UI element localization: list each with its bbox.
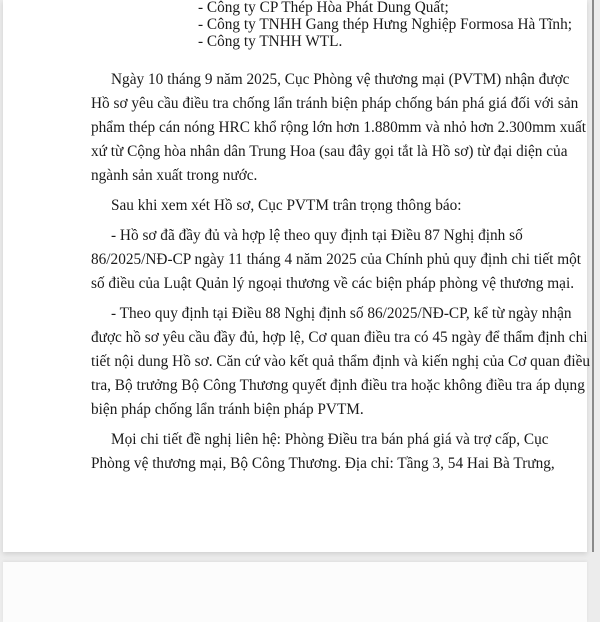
paragraph-line: Hồ sơ yêu cầu điều tra chống lẩn tránh biện pháp chống bán phá giá đối với sản: [91, 95, 579, 112]
paragraph-line: ngành sản xuất trong nước.: [91, 167, 258, 184]
document-page: [3, 0, 591, 552]
paragraph-line: tiết nội dung Hồ sơ. Căn cứ vào kết quả thẩm định và kiến nghị của Cơ quan điều: [91, 353, 591, 370]
paragraph-line: được hồ sơ yêu cầu đầy đủ, hợp lệ, Cơ quan điều tra có 45 ngày để thẩm định chi: [91, 329, 588, 346]
paragraph-line: số điều của Luật Quản lý ngoại thương về các biện pháp phòng vệ thương mại.: [91, 275, 575, 292]
company-list-item: - Công ty CP Thép Hòa Phát Dung Quất;: [198, 0, 449, 16]
paragraph-line: 86/2025/NĐ-CP ngày 11 tháng 4 năm 2025 của Chính phủ quy định chi tiết một: [91, 251, 582, 268]
paragraph-line: tra, Bộ trưởng Bộ Công Thương quyết định điều tra hoặc không điều tra áp dụng: [91, 377, 585, 394]
paragraph-line: Sau khi xem xét Hồ sơ, Cục PVTM trân trọng thông báo:: [111, 197, 462, 214]
scrollbar[interactable]: [592, 0, 594, 552]
paragraph-line: - Hồ sơ đã đầy đủ và hợp lệ theo quy định tại Điều 87 Nghị định số: [111, 227, 523, 244]
company-list-item: - Công ty TNHH Gang thép Hưng Nghiệp Formosa Hà Tĩnh;: [198, 16, 572, 33]
paragraph-line: phẩm thép cán nóng HRC khổ rộng lớn hơn 1.880mm và nhỏ hơn 2.300mm xuất: [91, 119, 587, 136]
paragraph-line: Ngày 10 tháng 9 năm 2025, Cục Phòng vệ thương mại (PVTM) nhận được: [111, 71, 570, 88]
paragraph-line: xứ từ Cộng hòa nhân dân Trung Hoa (sau đây gọi tắt là Hồ sơ) từ đại diện của: [91, 143, 568, 160]
paragraph-line: - Theo quy định tại Điều 88 Nghị định số 86/2025/NĐ-CP, kể từ ngày nhận: [111, 305, 572, 322]
next-page: [3, 562, 587, 622]
paragraph-line: Mọi chi tiết đề nghị liên hệ: Phòng Điều tra bán phá giá và trợ cấp, Cục: [111, 431, 549, 448]
paragraph-line: Phòng vệ thương mại, Bộ Công Thương. Địa chỉ: Tầng 3, 54 Hai Bà Trưng,: [91, 455, 555, 472]
company-list-item: - Công ty TNHH WTL.: [198, 33, 343, 50]
paragraph-line: biện pháp chống lẩn tránh biện pháp PVTM.: [91, 401, 364, 418]
